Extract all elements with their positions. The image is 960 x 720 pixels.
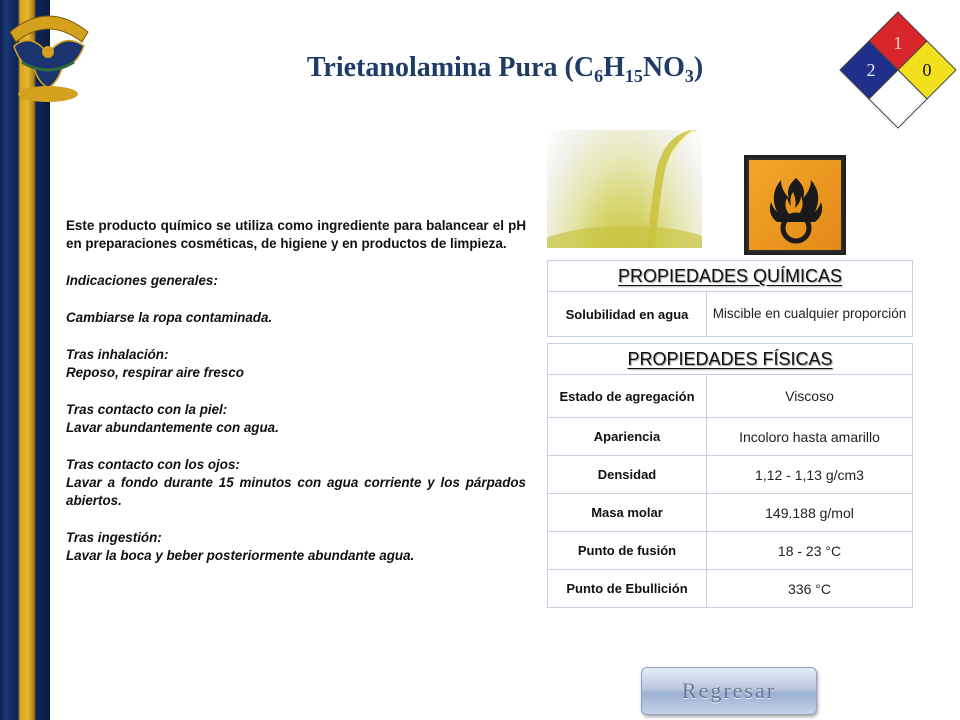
eyes-section — [66, 456, 526, 510]
ingestion-text: Lavar la boca y beber posteriormente abundante agua. — [66, 548, 415, 563]
property-value: 336 °C — [707, 570, 913, 608]
table-row — [548, 532, 913, 570]
skin-text: Lavar abundantemente con agua. — [66, 420, 279, 435]
property-label: Apariencia — [548, 418, 707, 456]
property-value: Miscible en cualquier proporción — [707, 292, 913, 337]
chemical-properties-table — [547, 260, 913, 337]
physical-properties-table — [547, 343, 913, 608]
general-text: Cambiarse la ropa contaminada. — [66, 310, 273, 325]
general-label: Indicaciones generales: — [66, 273, 218, 288]
eyes-text: Lavar a fondo durante 15 minutos con agua corriente y los párpados abiertos. — [66, 475, 526, 508]
inhalation-text: Reposo, respirar aire fresco — [66, 365, 244, 380]
table-row — [548, 494, 913, 532]
nfpa-health: 2 — [866, 60, 876, 80]
eyes-label: Tras contacto con los ojos: — [66, 457, 240, 472]
skin-section — [66, 401, 526, 437]
table-row — [548, 570, 913, 608]
oxidizer-hazard-sign — [744, 155, 846, 255]
chemical-properties-heading: PROPIEDADES QUÍMICAS — [548, 261, 913, 292]
nfpa-diamond — [838, 10, 958, 130]
table-row — [548, 418, 913, 456]
physical-properties-heading: PROPIEDADES FÍSICAS — [548, 344, 913, 375]
property-label: Solubilidad en agua — [548, 292, 707, 337]
property-label: Estado de agregación — [548, 375, 707, 418]
skin-label: Tras contacto con la piel: — [66, 402, 228, 417]
table-row — [548, 375, 913, 418]
ingestion-label: Tras ingestión: — [66, 530, 162, 545]
property-value: 18 - 23 °C — [707, 532, 913, 570]
table-row — [548, 292, 913, 337]
property-value: 149.188 g/mol — [707, 494, 913, 532]
page-title: Trietanolamina Pura $(C_6H_{15}NO_3)$ — [306, 52, 704, 86]
inhalation-section — [66, 346, 526, 382]
nfpa-reactivity: 0 — [922, 60, 932, 80]
oil-pour-photo — [547, 130, 702, 248]
property-label: Densidad — [548, 456, 707, 494]
ingestion-section — [66, 529, 526, 565]
property-label: Punto de fusión — [548, 532, 707, 570]
property-value: Viscoso — [707, 375, 913, 418]
property-label: Masa molar — [548, 494, 707, 532]
back-button[interactable]: Regresar — [641, 667, 817, 715]
property-label: Punto de Ebullición — [548, 570, 707, 608]
property-value: Incoloro hasta amarillo — [707, 418, 913, 456]
property-value: 1,12 - 1,13 g/cm3 — [707, 456, 913, 494]
nfpa-flammability: 1 — [893, 33, 903, 53]
intro-paragraph: Este producto químico se utiliza como ingrediente para balancear el pH en preparaciones cosméticas, de higiene y en productos de limpieza. — [66, 218, 526, 251]
oxidizer-icon — [749, 160, 843, 252]
product-description — [66, 217, 526, 584]
inhalation-label: Tras inhalación: — [66, 347, 169, 362]
table-row — [548, 456, 913, 494]
